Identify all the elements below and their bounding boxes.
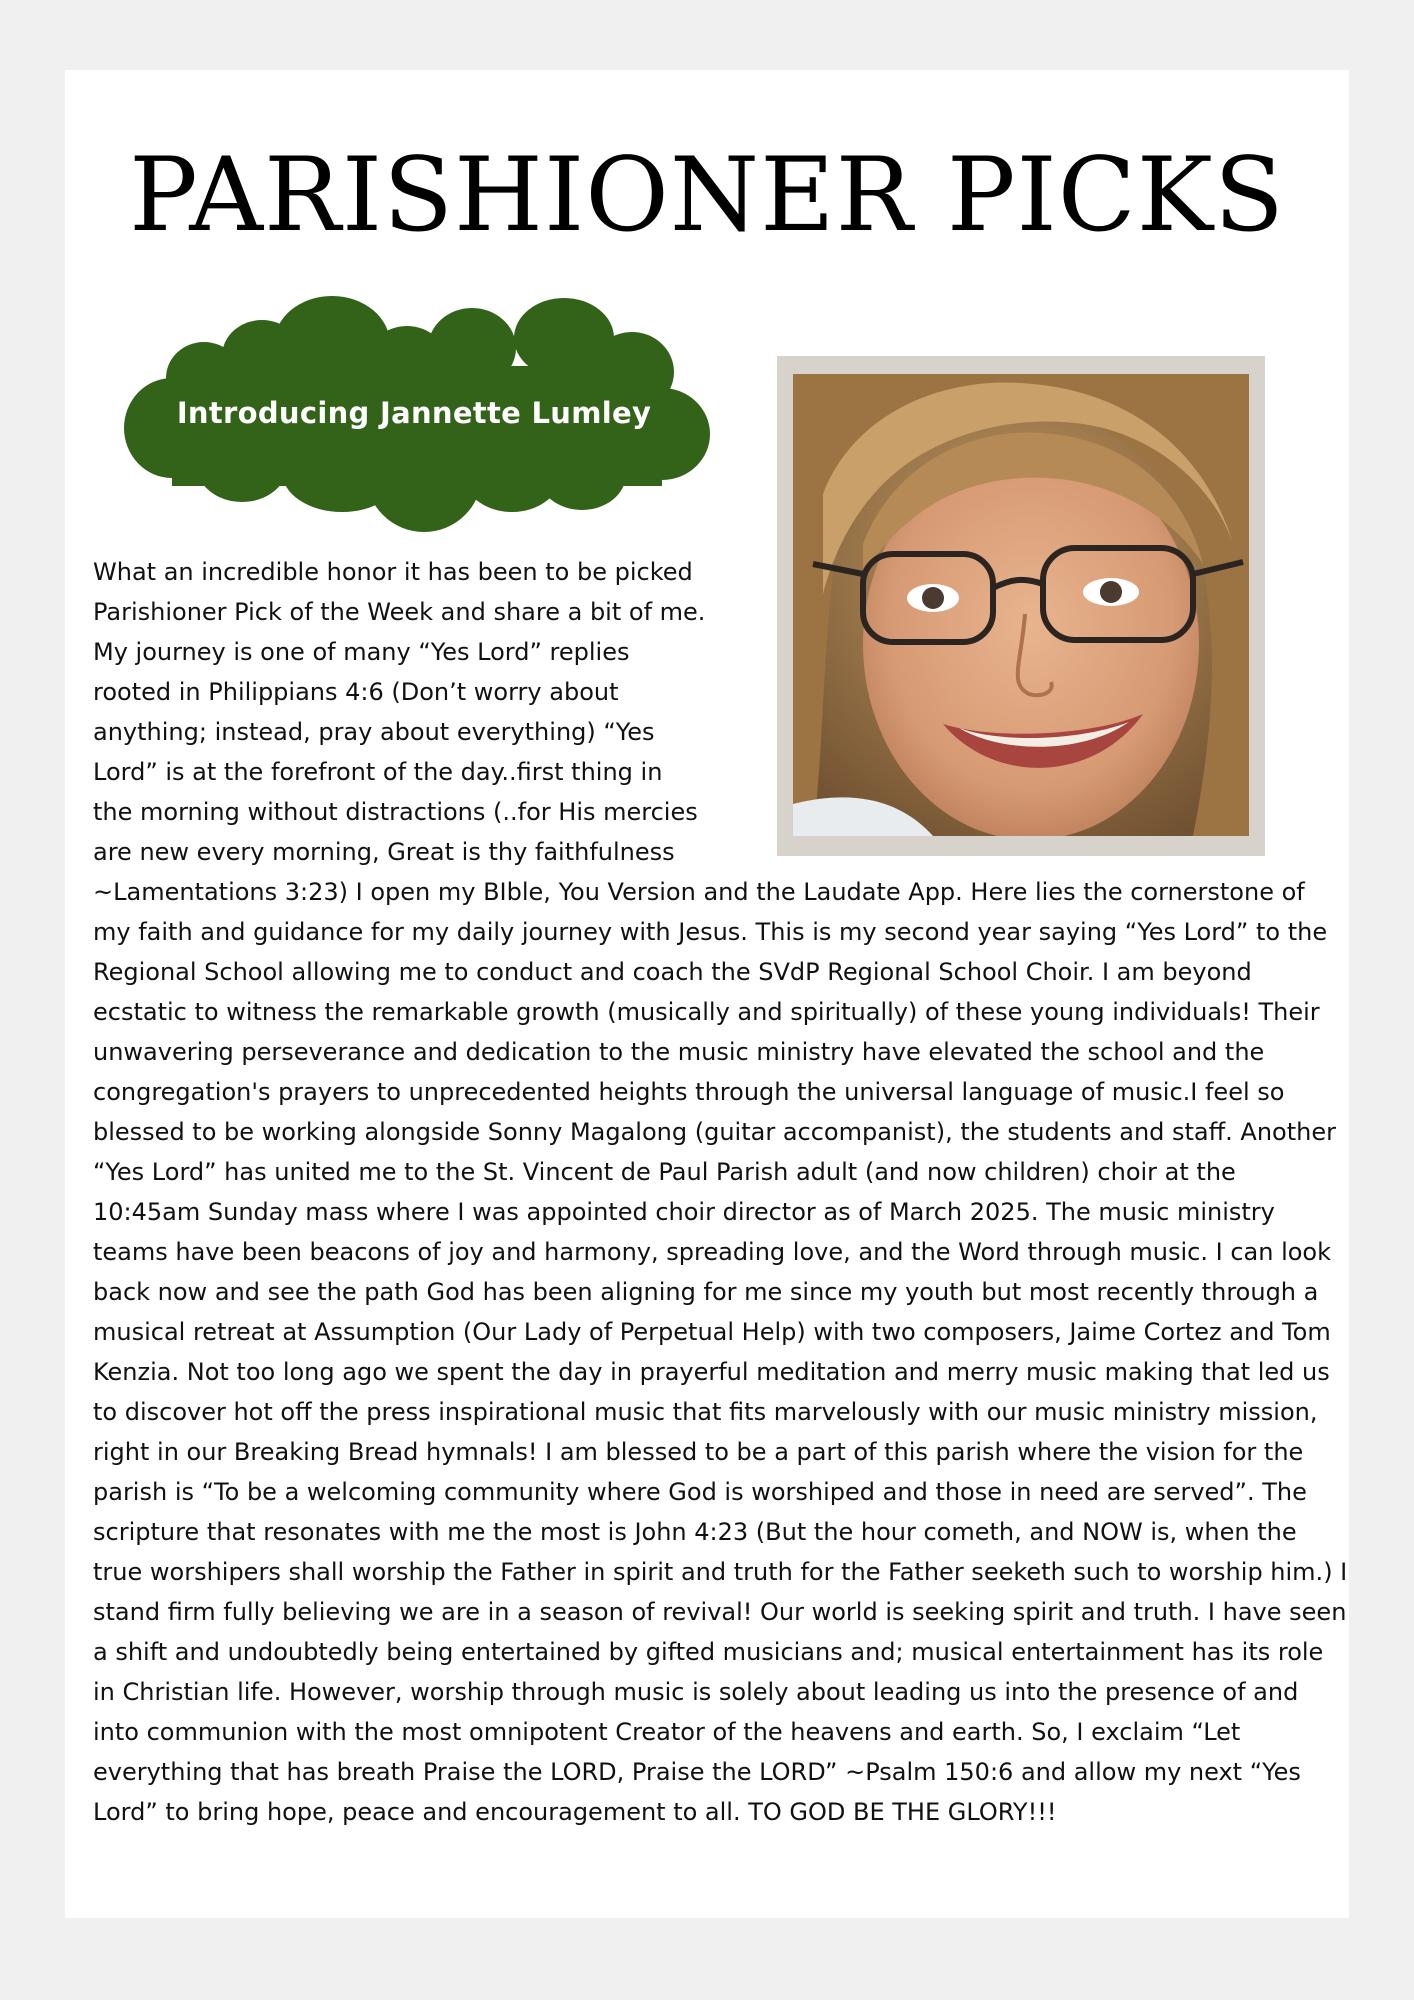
page-title: PARISHIONER PICKS: [129, 136, 1285, 255]
intro-banner-label: Introducing Jannette Lumley: [176, 396, 652, 430]
intro-banner: [112, 296, 716, 532]
article-body: What an incredible honor it has been to be picked Parishioner Pick of the Week and share a bit of me. My journey is one of many “Yes Lord” replies rooted in Philippians 4:6 (Don’t worry about anything; instead, pray about everything) “Yes Lord” is at the forefront of the day..first thing in the morning without distractions (..for His mercies are new every morning, Great is thy faithfulness ~Lamentations 3:23) I open my BIble, You Version and the Laudate App. Here lies the cornerstone of my faith and guidance for my daily journey with Jesus. This is my second year saying “Yes Lord” to the Regional School allowing me to conduct and coach the SVdP Regional School Choir. I am beyond ecstatic to witness the remarkable growth (musically and spiritually) of these young individuals! Their unwavering perseverance and dedication to the music ministry have elevated the school and the congregation's prayers to unprecedented heights through the universal language of music.I feel so blessed to be working alongside Sonny Magalong (guitar accompanist), the students and staff. Another “Yes Lord” has united me to the St. Vincent de Paul Parish adult (and now children) choir at the 10:45am Sunday mass where I was appointed choir director as of March 2025. The music ministry teams have been beacons of joy and harmony, spreading love, and the Word through music. I can look back now and see the path God has been aligning for me since my youth but most recently through a musical retreat at Assumption (Our Lady of Perpetual Help) with two composers, Jaime Cortez and Tom Kenzia. Not too long ago we spent the day in prayerful meditation and merry music making that led us to discover hot off the press inspirational music that fits marvelously with our music ministry mission, right in our Breaking Bread hymnals! I am blessed to be a part of this parish where the vision for the parish is “To be a welcoming community where God is worshiped and those in need are served”. The scripture that resonates with me the most is John 4:23 (But the hour cometh, and NOW is, when the true worshipers shall worship the Father in spirit and truth for the Father seeketh such to worship him.) I stand firm fully believing we are in a season of revival! Our world is seeking spirit and truth. I have seen a shift and undoubtedly being entertained by gifted musicians and; musical entertainment has its role in Christian life. However, worship through music is solely about leading us into the presence of and into communion with the most omnipotent Creator of the heavens and earth. So, I exclaim “Let everything that has breath Praise the LORD, Praise the LORD” ~Psalm 150:6 and allow my next “Yes Lord” to bring hope, peace and encouragement to all. TO GOD BE THE GLORY!!!: [93, 558, 1348, 1826]
photo-wrap-spacer: [708, 552, 1348, 850]
article-body-container: [93, 552, 1348, 1832]
